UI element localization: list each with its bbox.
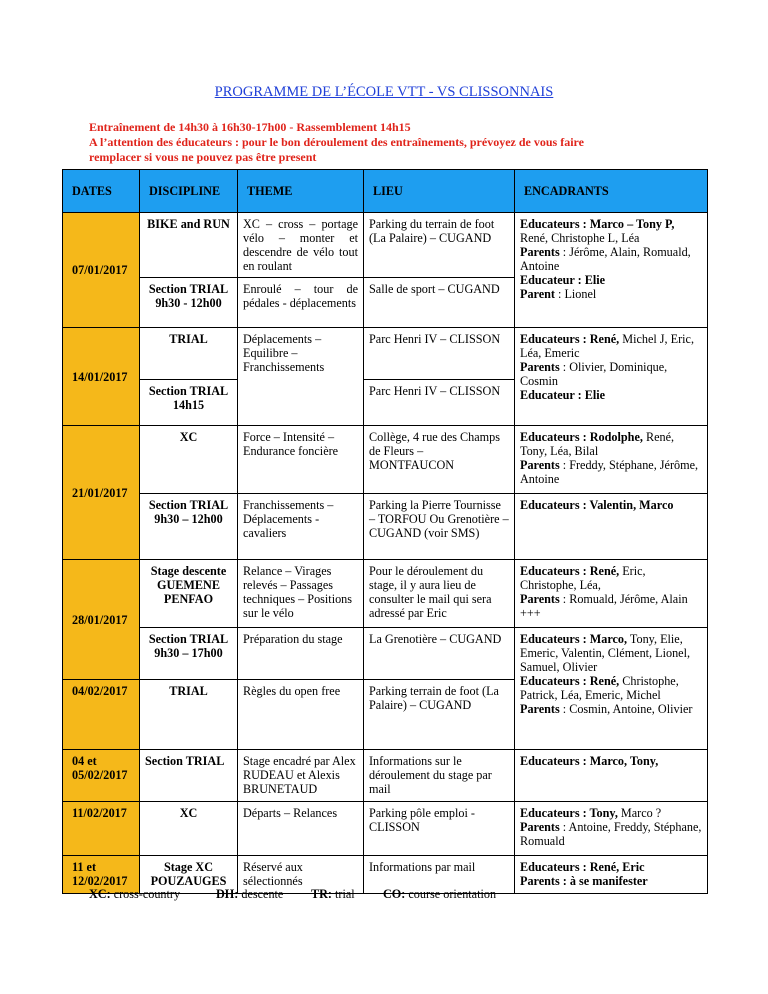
encadrants-cell — [515, 560, 708, 628]
date-cell: 28/01/2017 — [63, 560, 140, 680]
encadrants-cell — [515, 328, 708, 426]
discipline-cell: Section TRIAL — [140, 750, 238, 802]
lieu-cell: Parking pôle emploi - CLISSON — [364, 802, 515, 856]
theme-cell: Réservé aux sélectionnés — [238, 856, 364, 894]
lieu-cell: Pour le déroulement du stage, il y aura lieu de consulter le mail qui sera adressé par Eric — [364, 560, 515, 628]
enc-text: : Cosmin, Antoine, Olivier — [559, 702, 693, 716]
encadrants-cell — [515, 494, 708, 560]
enc-bold: Educateurs : Tony, — [520, 806, 618, 820]
legend-value: course orientation — [405, 887, 497, 901]
table-row — [63, 494, 708, 560]
enc-bold: Educateur : Elie — [520, 388, 606, 402]
enc-bold: Parents — [520, 820, 560, 834]
legend-key: TR: — [311, 887, 332, 901]
date-cell: 07/01/2017 — [63, 213, 140, 328]
encadrants-cell — [515, 213, 708, 328]
legend-xc — [89, 887, 180, 902]
date-cell: 11 et 12/02/2017 — [63, 856, 140, 894]
enc-text: : Lionel — [554, 287, 597, 301]
enc-text: : Romuald, Jérôme, Alain +++ — [520, 592, 688, 620]
theme-cell: XC – cross – portage vélo – monter et descendre de vélo tout en roulant — [238, 213, 364, 278]
theme-cell: Déplacements – Equilibre – Franchissements — [238, 328, 364, 426]
legend — [0, 887, 768, 905]
table-row — [63, 628, 708, 680]
table-row — [63, 750, 708, 802]
date-cell: 04/02/2017 — [63, 680, 140, 750]
note-line-2: A l’attention des éducateurs : pour le bon déroulement des entraînements, prévoyez de vous faire — [89, 135, 584, 149]
table-row — [63, 560, 708, 628]
enc-bold: Parents — [520, 702, 560, 716]
lieu-cell: Parking la Pierre Tournisse – TORFOU Ou Grenotière – CUGAND (voir SMS) — [364, 494, 515, 560]
enc-text: : Freddy, Stéphane, Jérôme, Antoine — [520, 458, 699, 486]
enc-bold: Educateurs : René, Eric — [520, 860, 645, 874]
discipline-cell: TRIAL — [140, 680, 238, 750]
note-line-1: Entraînement de 14h30 à 16h30-17h00 - Rassemblement 14h15 — [89, 120, 411, 134]
lieu-cell: Salle de sport – CUGAND — [364, 278, 515, 328]
lieu-cell: Parc Henri IV – CLISSON — [364, 380, 515, 426]
lieu-cell: La Grenotière – CUGAND — [364, 628, 515, 680]
discipline-cell: XC — [140, 802, 238, 856]
training-notes — [89, 120, 689, 165]
discipline-cell: Section TRIAL 9h30 – 17h00 — [140, 628, 238, 680]
legend-key: XC: — [89, 887, 111, 901]
table-row — [63, 328, 708, 380]
encadrants-cell — [515, 426, 708, 494]
discipline-cell: Section TRIAL 9h30 – 12h00 — [140, 494, 238, 560]
enc-text: Marco ? — [617, 806, 662, 820]
legend-tr — [311, 887, 355, 902]
lieu-cell: Collège, 4 rue des Champs de Fleurs – MONTFAUCON — [364, 426, 515, 494]
table-row — [63, 426, 708, 494]
discipline-cell: Section TRIAL 9h30 - 12h00 — [140, 278, 238, 328]
theme-cell: Force – Intensité – Endurance foncière — [238, 426, 364, 494]
theme-cell: Départs – Relances — [238, 802, 364, 856]
table-row — [63, 802, 708, 856]
discipline-cell: Stage XC POUZAUGES — [140, 856, 238, 894]
enc-bold: Educateurs : René, — [520, 564, 620, 578]
theme-cell: Enroulé – tour de pédales - déplacements — [238, 278, 364, 328]
legend-key: DH: — [216, 887, 239, 901]
lieu-cell: Parking du terrain de foot (La Palaire) – CUGAND — [364, 213, 515, 278]
enc-bold: Educateurs : Marco, Tony, — [520, 754, 659, 768]
enc-text: Eric, Christophe, Léa, — [520, 564, 646, 592]
enc-bold: Parent — [520, 287, 555, 301]
enc-text: Tony, Elie, Emeric, Valentin, Clément, Lionel, Samuel, Olivier — [520, 632, 691, 674]
enc-bold: Parents — [520, 458, 560, 472]
enc-bold: Parents — [520, 360, 560, 374]
enc-text: René, Christophe L, Léa — [520, 231, 640, 245]
enc-bold: Educateurs : Marco – Tony P, — [520, 217, 675, 231]
page-title: PROGRAMME DE L’ÉCOLE VTT - VS CLISSONNAIS — [214, 84, 554, 100]
header-dates: DATES — [63, 170, 140, 213]
legend-value: descente — [238, 887, 284, 901]
header-lieu: LIEU — [364, 170, 515, 213]
lieu-cell: Parc Henri IV – CLISSON — [364, 328, 515, 380]
header-discipline: DISCIPLINE — [140, 170, 238, 213]
date-cell: 11/02/2017 — [63, 802, 140, 856]
schedule-table — [62, 169, 708, 894]
enc-text: : Olivier, Dominique, Cosmin — [520, 360, 668, 388]
theme-cell: Règles du open free — [238, 680, 364, 750]
legend-key: CO: — [383, 887, 406, 901]
enc-text: Christophe, Patrick, Léa, Emeric, Michel — [520, 674, 679, 702]
header-encadrants: ENCADRANTS — [515, 170, 708, 213]
legend-dh — [216, 887, 283, 902]
date-cell: 04 et 05/02/2017 — [63, 750, 140, 802]
discipline-cell: BIKE and RUN — [140, 213, 238, 278]
enc-text: : Jérôme, Alain, Romuald, Antoine — [520, 245, 691, 273]
discipline-cell: Stage descente GUEMENE PENFAO — [140, 560, 238, 628]
discipline-cell: TRIAL — [140, 328, 238, 380]
enc-bold: Parents — [520, 245, 560, 259]
header-theme: THEME — [238, 170, 364, 213]
lieu-cell: Informations sur le déroulement du stage par mail — [364, 750, 515, 802]
enc-text: : Antoine, Freddy, Stéphane, Romuald — [520, 820, 702, 848]
theme-cell: Franchissements – Déplacements - cavaliers — [238, 494, 364, 560]
legend-value: cross-country — [110, 887, 181, 901]
enc-bold: Educateurs : René, — [520, 674, 620, 688]
encadrants-cell — [515, 750, 708, 802]
enc-bold: Educateurs : Rodolphe, — [520, 430, 643, 444]
enc-text: René, Tony, Léa, Bilal — [520, 430, 675, 458]
legend-co — [383, 887, 496, 902]
header-row — [63, 170, 708, 213]
legend-value: trial — [332, 887, 355, 901]
theme-cell: Relance – Virages relevés – Passages techniques – Positions sur le vélo — [238, 560, 364, 628]
encadrants-cell — [515, 628, 708, 750]
enc-text: Michel J, Eric, Léa, Emeric — [520, 332, 694, 360]
note-line-3: remplacer si vous ne pouvez pas être present — [89, 150, 317, 164]
lieu-cell: Parking terrain de foot (La Palaire) – CUGAND — [364, 680, 515, 750]
theme-cell: Stage encadré par Alex RUDEAU et Alexis BRUNETAUD — [238, 750, 364, 802]
discipline-cell: Section TRIAL 14h15 — [140, 380, 238, 426]
encadrants-cell — [515, 802, 708, 856]
enc-bold: Parents — [520, 592, 560, 606]
date-cell: 21/01/2017 — [63, 426, 140, 560]
enc-bold: Educateurs : Valentin, Marco — [520, 498, 674, 512]
enc-bold: Educateurs : Marco, — [520, 632, 628, 646]
table-row — [63, 213, 708, 278]
enc-bold: Parents : à se manifester — [520, 874, 648, 888]
enc-bold: Educateur : Elie — [520, 273, 606, 287]
theme-cell: Préparation du stage — [238, 628, 364, 680]
date-cell: 14/01/2017 — [63, 328, 140, 426]
lieu-cell: Informations par mail — [364, 856, 515, 894]
enc-bold: Educateurs : René, — [520, 332, 620, 346]
discipline-cell: XC — [140, 426, 238, 494]
